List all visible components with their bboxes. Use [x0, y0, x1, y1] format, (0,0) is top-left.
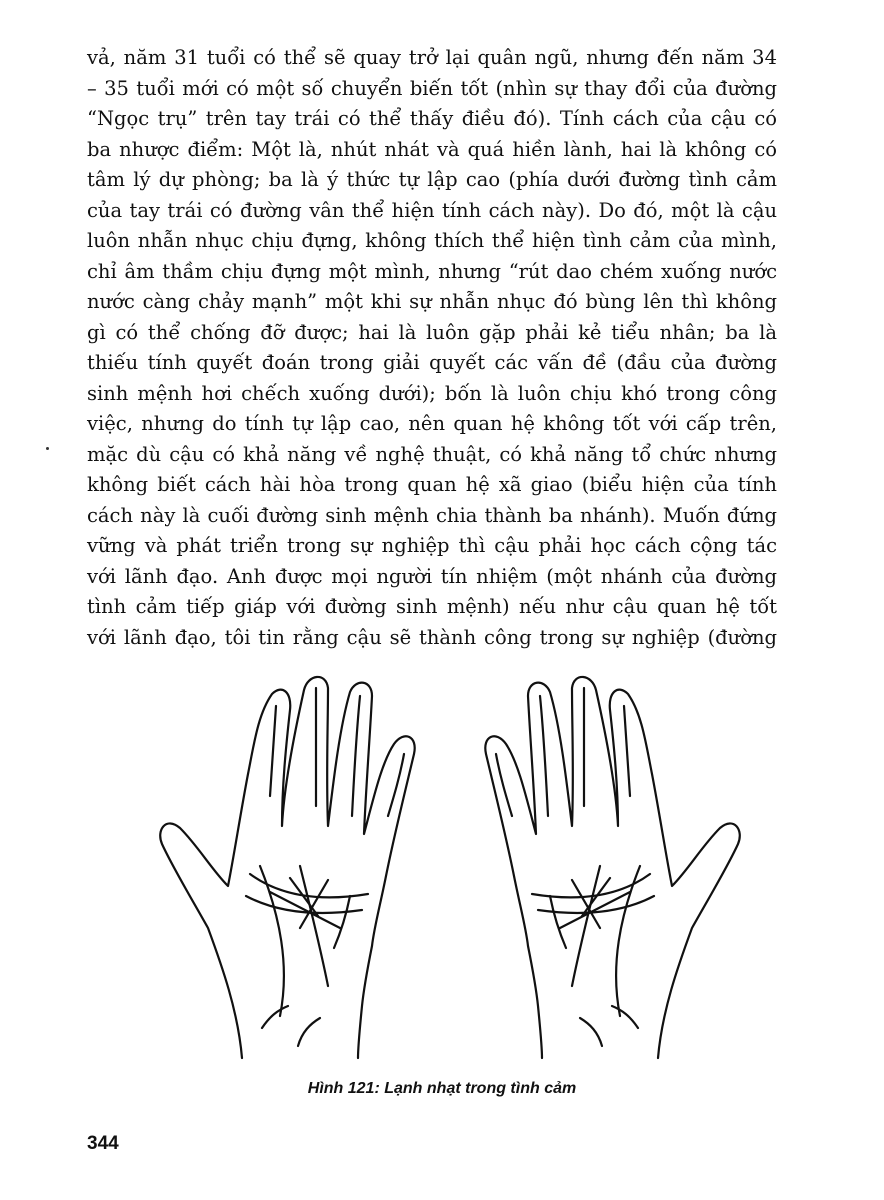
text-line: với lãnh đạo, tôi tin rằng cậu sẽ thành công trong sự nghiệp (đường	[87, 625, 777, 649]
left-palm-drawing	[160, 677, 414, 1058]
text-line: việc, nhưng do tính tự lập cao, nên quan hệ không tốt với cấp trên,	[87, 412, 777, 435]
text-line: luôn nhẫn nhục chịu đựng, không thích thể hiện tình cảm của mình,	[87, 229, 777, 252]
text-line: “Ngọc trụ” trên tay trái có thể thấy điều đó). Tính cách của cậu có	[87, 107, 777, 130]
scan-speck	[46, 447, 49, 450]
text-line: gì có thể chống đỡ được; hai là luôn gặp phải kẻ tiểu nhân; ba là	[87, 320, 777, 344]
text-line: – 35 tuổi mới có một số chuyển biến tốt (nhìn sự thay đổi của đường	[87, 76, 777, 100]
text-line: với lãnh đạo. Anh được mọi người tín nhiệm (một nhánh của đường	[87, 564, 777, 588]
right-palm-drawing	[485, 677, 739, 1058]
palm-illustration	[150, 666, 750, 1076]
body-text	[87, 43, 777, 653]
text-line: vững và phát triển trong sự nghiệp thì cậu phải học cách cộng tác	[87, 534, 777, 557]
text-line: không biết cách hài hòa trong quan hệ xã giao (biểu hiện của tính	[87, 473, 777, 496]
text-line: tình cảm tiếp giáp với đường sinh mệnh) nếu như cậu quan hệ tốt	[87, 595, 777, 618]
text-line: vả, năm 31 tuổi có thể sẽ quay trở lại quân ngũ, nhưng đến năm 34	[87, 46, 777, 69]
text-line: chỉ âm thầm chịu đựng một mình, nhưng “rút dao chém xuống nước	[87, 259, 777, 283]
text-line: thiếu tính quyết đoán trong giải quyết các vấn đề (đầu của đường	[87, 351, 777, 374]
text-line: của tay trái có đường vân thể hiện tính cách này). Do đó, một là cậu	[87, 198, 777, 222]
text-line: mặc dù cậu có khả năng về nghệ thuật, có khả năng tổ chức nhưng	[87, 442, 777, 466]
text-line: tâm lý dự phòng; ba là ý thức tự lập cao (phía dưới đường tình cảm	[87, 168, 777, 191]
page-number: 344	[87, 1133, 119, 1154]
text-line: sinh mệnh hơi chếch xuống dưới); bốn là luôn chịu khó trong công	[87, 381, 777, 405]
text-line: cách này là cuối đường sinh mệnh chia thành ba nhánh). Muốn đứng	[87, 503, 777, 527]
figure-caption: Hình 121: Lạnh nhạt trong tình cảm	[307, 1080, 577, 1097]
text-line: ba nhược điểm: Một là, nhút nhát và quá hiền lành, hai là không có	[87, 137, 777, 161]
text-line: nước càng chảy mạnh” một khi sự nhẫn nhục đó bùng lên thì không	[87, 290, 777, 313]
